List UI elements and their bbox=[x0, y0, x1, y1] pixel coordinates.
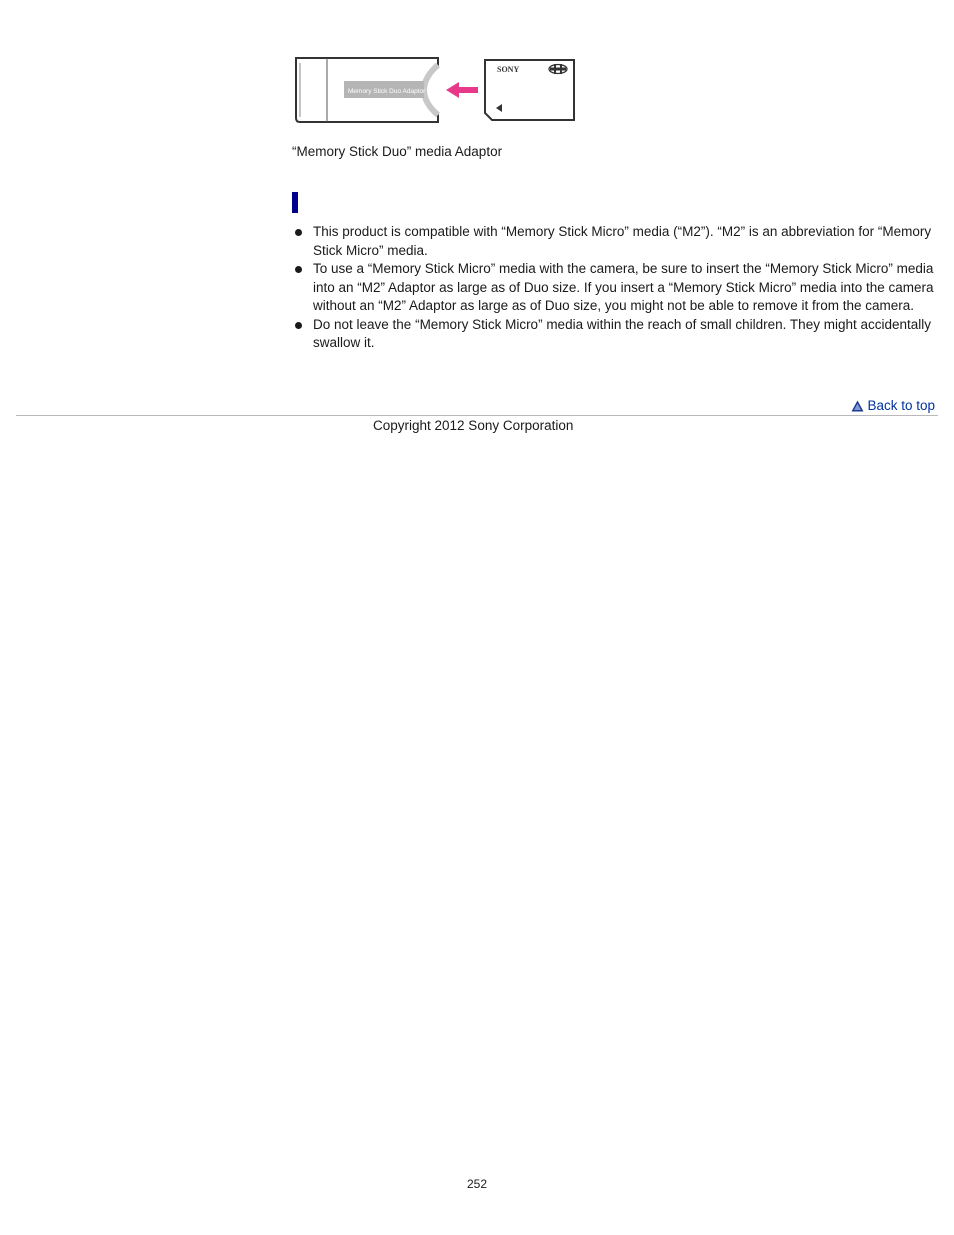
memory-stick-card-drawing bbox=[485, 60, 574, 120]
up-triangle-icon bbox=[851, 400, 864, 412]
figure-caption: “Memory Stick Duo” media Adaptor bbox=[292, 144, 503, 159]
bullet-icon bbox=[295, 229, 302, 236]
footer-divider bbox=[16, 415, 938, 416]
card-brand: SONY bbox=[497, 65, 520, 74]
note-text: This product is compatible with “Memory Stick Micro” media (“M2”). “M2” is an abbreviation for “Memory Stick Micro” media. bbox=[313, 224, 932, 258]
adaptor-label: Memory Stick Duo Adaptor bbox=[348, 88, 426, 95]
back-to-top-link[interactable] bbox=[851, 397, 935, 414]
note-text: To use a “Memory Stick Micro” media with the camera, be sure to insert the “Memory Stick Micro” media into an “M2” Adaptor as large as of Duo size. If you insert a “Memory Stick Micro” media into the camera without an “M2” Adaptor as large as of Duo size, you might not be able to remove it from the camera. bbox=[313, 261, 934, 313]
insert-arrow-icon bbox=[446, 82, 478, 98]
list-item bbox=[292, 223, 937, 260]
list-item bbox=[292, 316, 937, 353]
page-number: 252 bbox=[466, 1177, 488, 1191]
list-item bbox=[292, 260, 937, 316]
notes-list bbox=[292, 223, 937, 353]
note-text: Do not leave the “Memory Stick Micro” media within the reach of small children. They might accidentally swallow it. bbox=[313, 316, 932, 350]
section-heading-marker bbox=[292, 192, 298, 213]
bullet-icon bbox=[295, 266, 302, 273]
copyright-text: Copyright 2012 Sony Corporation bbox=[373, 418, 574, 433]
back-to-top-label: Back to top bbox=[867, 398, 935, 413]
memory-stick-adaptor-illustration bbox=[292, 55, 578, 125]
bullet-icon bbox=[295, 322, 302, 329]
duo-adaptor-drawing bbox=[296, 58, 438, 122]
